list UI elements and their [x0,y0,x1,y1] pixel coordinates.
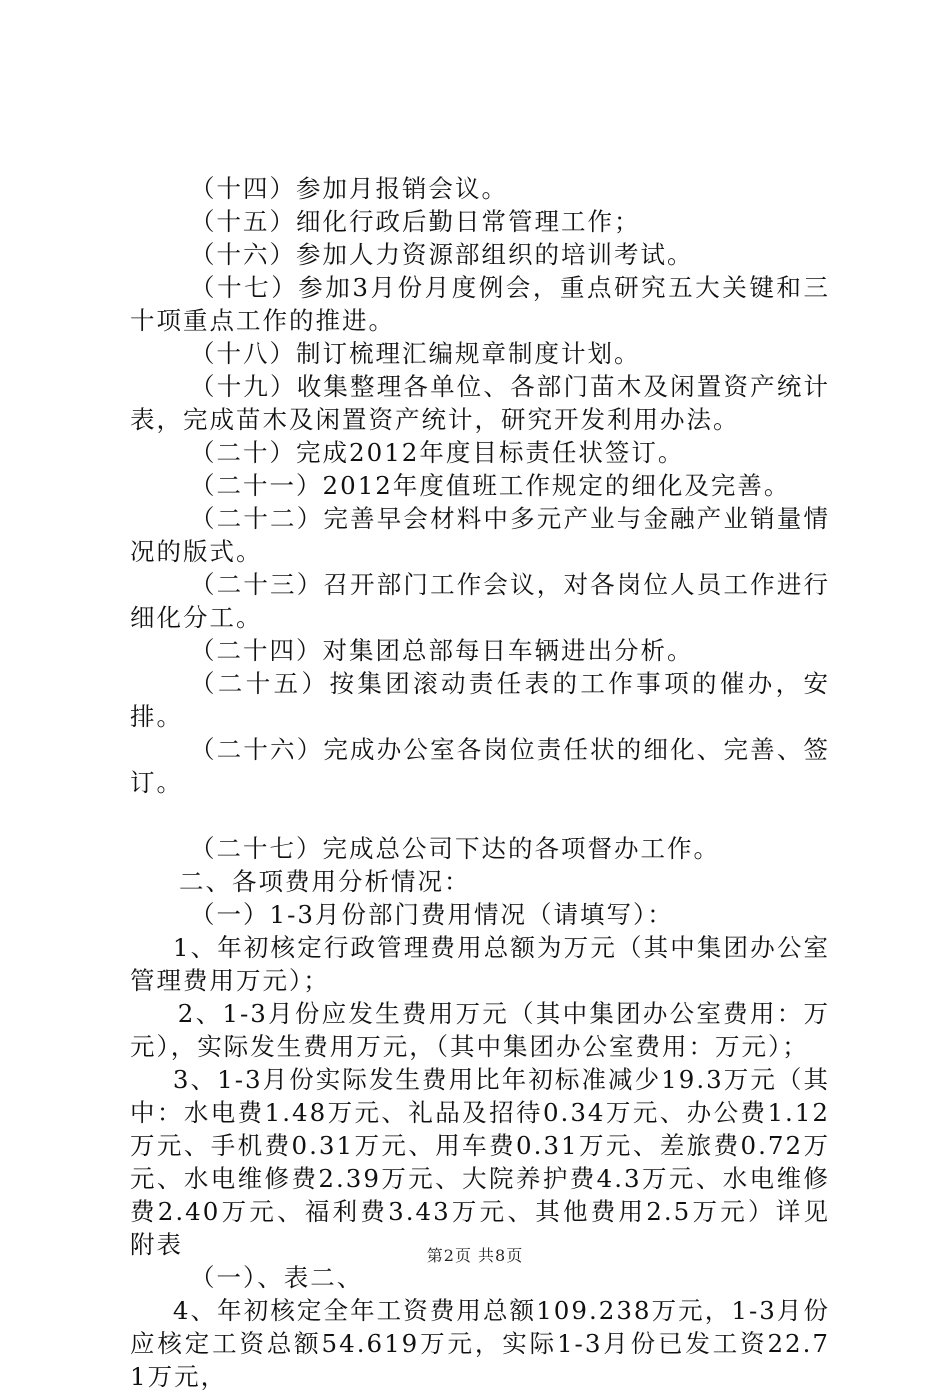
body-paragraph: 2、1-3月份应发生费用万元（其中集团办公室费用：万元），实际发生费用万元，（其中集团办公室费用：万元）； [130,999,830,1061]
body-paragraph: 1、年初核定行政管理费用总额为万元（其中集团办公室管理费用万元）； [130,933,830,995]
body-paragraph: （二十二）完善早会材料中多元产业与金融产业销量情况的版式。 [130,504,830,566]
body-paragraph: （二十一）2012年度值班工作规定的细化及完善。 [190,471,791,500]
body-paragraph: 3、1-3月份实际发生费用比年初标准减少19.3万元（其中：水电费1.48万元、礼品及招待0.34万元、办公费1.12万元、手机费0.31万元、用车费0.31万元、差旅费0.72万元、水电维修费2.39万元、大院养护费4.3万元、水电维修费2.40万元、福利费3.43万元、其他费用2.5万元）详见附表 [130,1065,830,1259]
body-paragraph: （二十五）按集团滚动责任表的工作事项的催办，安排。 [130,669,830,731]
body-paragraph: （一）、表二、 [190,1263,364,1292]
paragraph-spacer [130,799,830,832]
document-body [130,172,830,1393]
body-paragraph: （十七）参加3月份月度例会，重点研究五大关键和三十项重点工作的推进。 [130,273,830,335]
body-paragraph: （二十）完成2012年度目标责任状签订。 [190,438,685,467]
body-paragraph: （十四）参加月报销会议。 [190,174,509,203]
body-paragraph: （二十三）召开部门工作会议，对各岗位人员工作进行细化分工。 [130,570,830,632]
body-paragraph: 二、各项费用分析情况： [179,867,471,896]
body-paragraph: （十六）参加人力资源部组织的培训考试。 [190,240,694,269]
body-paragraph: （一）1-3月份部门费用情况（请填写）： [190,900,674,929]
body-paragraph: （十五）细化行政后勤日常管理工作； [190,207,641,236]
body-paragraph: 4、年初核定全年工资费用总额109.238万元，1-3月份应核定工资总额54.619万元，实际1-3月份已发工资22.71万元， [130,1296,830,1391]
page-number-footer: 第2页 共8页 [426,1246,524,1265]
body-paragraph: （十八）制订梳理汇编规章制度计划。 [190,339,641,368]
body-paragraph: （二十六）完成办公室各岗位责任状的细化、完善、签订。 [130,735,830,797]
body-paragraph: （二十四）对集团总部每日车辆进出分析。 [190,636,694,665]
body-paragraph: （十九）收集整理各单位、各部门苗木及闲置资产统计表，完成苗木及闲置资产统计，研究开发利用办法。 [130,372,830,434]
body-paragraph: （二十七）完成总公司下达的各项督办工作。 [190,834,721,863]
